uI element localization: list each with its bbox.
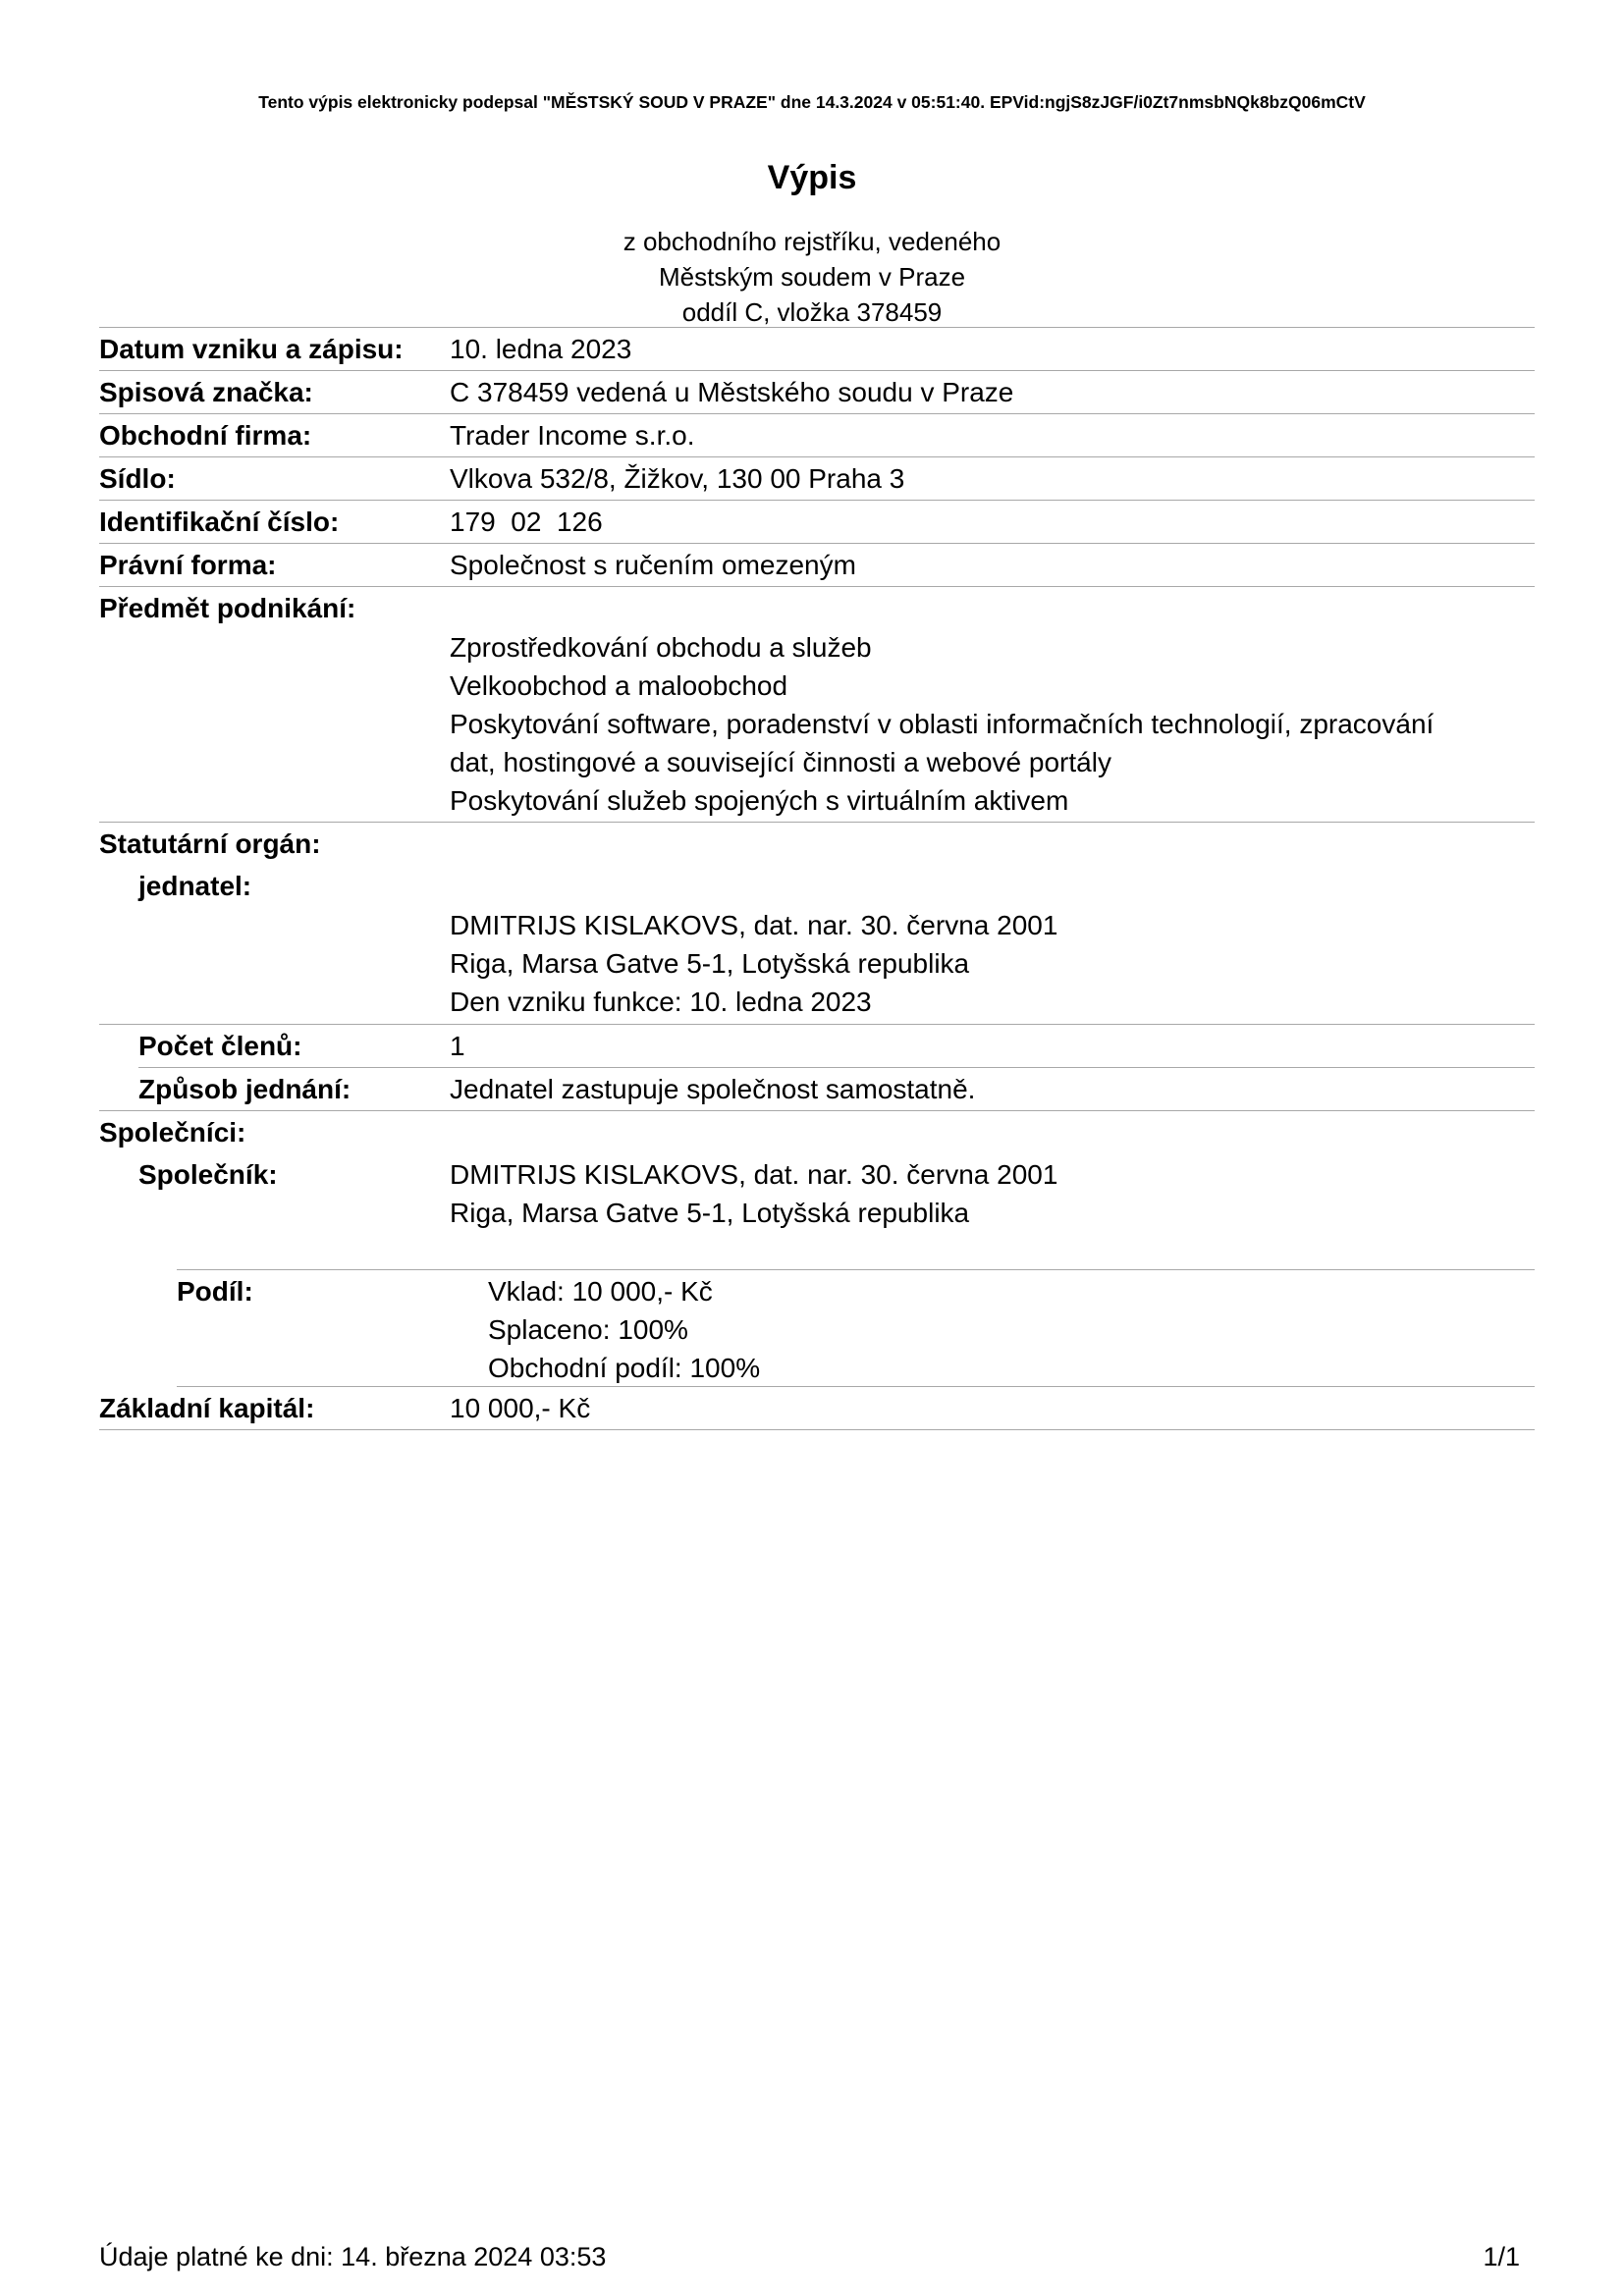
label-statutarni-organ: Statutární orgán: [99,828,321,859]
value-spisova-znacka: C 378459 vedená u Městského soudu v Praze [450,377,1014,407]
label-pravni-forma: Právní forma: [99,550,277,580]
row-predmet-podnikani [99,587,1535,823]
value-podil [488,1272,760,1387]
value-predmet-podnikani [450,628,1434,820]
podil-line: Obchodní podíl: 100% [488,1353,761,1383]
label-jednatel: jednatel: [138,871,252,901]
row-datum-vzniku [99,328,1535,371]
row-zakladni-kapital [99,1387,1535,1430]
row-podil [177,1269,1535,1387]
spolecnik-line: Riga, Marsa Gatve 5-1, Lotyšská republika [450,1198,970,1228]
label-podil: Podíl: [177,1276,253,1307]
predmet-line: Poskytování služeb spojených s virtuálním aktivem [450,785,1069,816]
value-pocet-clenu: 1 [450,1031,465,1061]
value-pravni-forma: Společnost s ručením omezeným [450,550,856,580]
jednatel-line: Den vzniku funkce: 10. ledna 2023 [450,987,872,1017]
row-pravni-forma [99,544,1535,587]
footer-validity-date: Údaje platné ke dni: 14. března 2024 03:53 [99,2242,607,2271]
predmet-line: dat, hostingové a související činnosti a webové portály [450,747,1111,777]
podil-line: Splaceno: 100% [488,1314,688,1345]
register-table [99,327,1535,1430]
value-sidlo: Vlkova 532/8, Žižkov, 130 00 Praha 3 [450,463,905,494]
value-identifikacni-cislo: 179 02 126 [450,507,603,537]
row-spolecnici [99,1111,1535,1269]
label-spolecnici: Společníci: [99,1117,246,1148]
label-zpusob-jednani: Způsob jednání: [138,1074,352,1104]
jednatel-line: Riga, Marsa Gatve 5-1, Lotyšská republika [450,948,970,979]
jednatel-line: DMITRIJS KISLAKOVS, dat. nar. 30. června 2001 [450,910,1058,940]
label-sidlo: Sídlo: [99,463,176,494]
spolecnik-line: DMITRIJS KISLAKOVS, dat. nar. 30. června 2001 [450,1159,1058,1190]
row-identifikacni-cislo [99,501,1535,544]
value-spolecnik [450,1155,1057,1232]
label-datum-vzniku: Datum vzniku a zápisu: [99,334,404,364]
row-statutarni-organ [99,823,1535,1025]
label-predmet-podnikani: Předmět podnikání: [99,593,356,623]
predmet-line: Poskytování software, poradenství v oblasti informačních technologií, zpracování [450,709,1435,739]
electronic-signature-note: Tento výpis elektronicky podepsal "MĚSTSKÝ SOUD V PRAZE" dne 14.3.2024 v 05:51:40. EPVid:ngjS8zJGF/i0Zt7nmsbNQk8bzQ06mCtV [258,92,1366,112]
document-title: Výpis [767,159,857,196]
value-datum-vzniku: 10. ledna 2023 [450,334,632,364]
podil-line: Vklad: 10 000,- Kč [488,1276,713,1307]
label-pocet-clenu: Počet členů: [138,1031,302,1061]
value-obchodni-firma: Trader Income s.r.o. [450,420,695,451]
label-zakladni-kapital: Základní kapitál: [99,1393,315,1423]
value-zakladni-kapital: 10 000,- Kč [450,1393,591,1423]
row-zpusob-jednani [99,1068,1535,1111]
row-obchodni-firma [99,414,1535,457]
label-spolecnik: Společník: [138,1159,278,1190]
subtitle-line: z obchodního rejstříku, vedeného [623,227,1001,256]
row-pocet-clenu [138,1025,1535,1068]
subtitle-line: Městským soudem v Praze [658,262,966,292]
value-zpusob-jednani: Jednatel zastupuje společnost samostatně. [450,1074,976,1104]
document-subtitle [0,224,1624,330]
footer-page-number: 1/1 [1483,2242,1520,2271]
row-sidlo [99,457,1535,501]
label-spisova-znacka: Spisová značka: [99,377,313,407]
label-identifikacni-cislo: Identifikační číslo: [99,507,340,537]
value-jednatel [450,906,1057,1021]
subtitle-line: oddíl C, vložka 378459 [681,297,943,327]
predmet-line: Velkoobchod a maloobchod [450,670,788,701]
predmet-line: Zprostředkování obchodu a služeb [450,632,872,663]
label-obchodni-firma: Obchodní firma: [99,420,312,451]
row-spisova-znacka [99,371,1535,414]
